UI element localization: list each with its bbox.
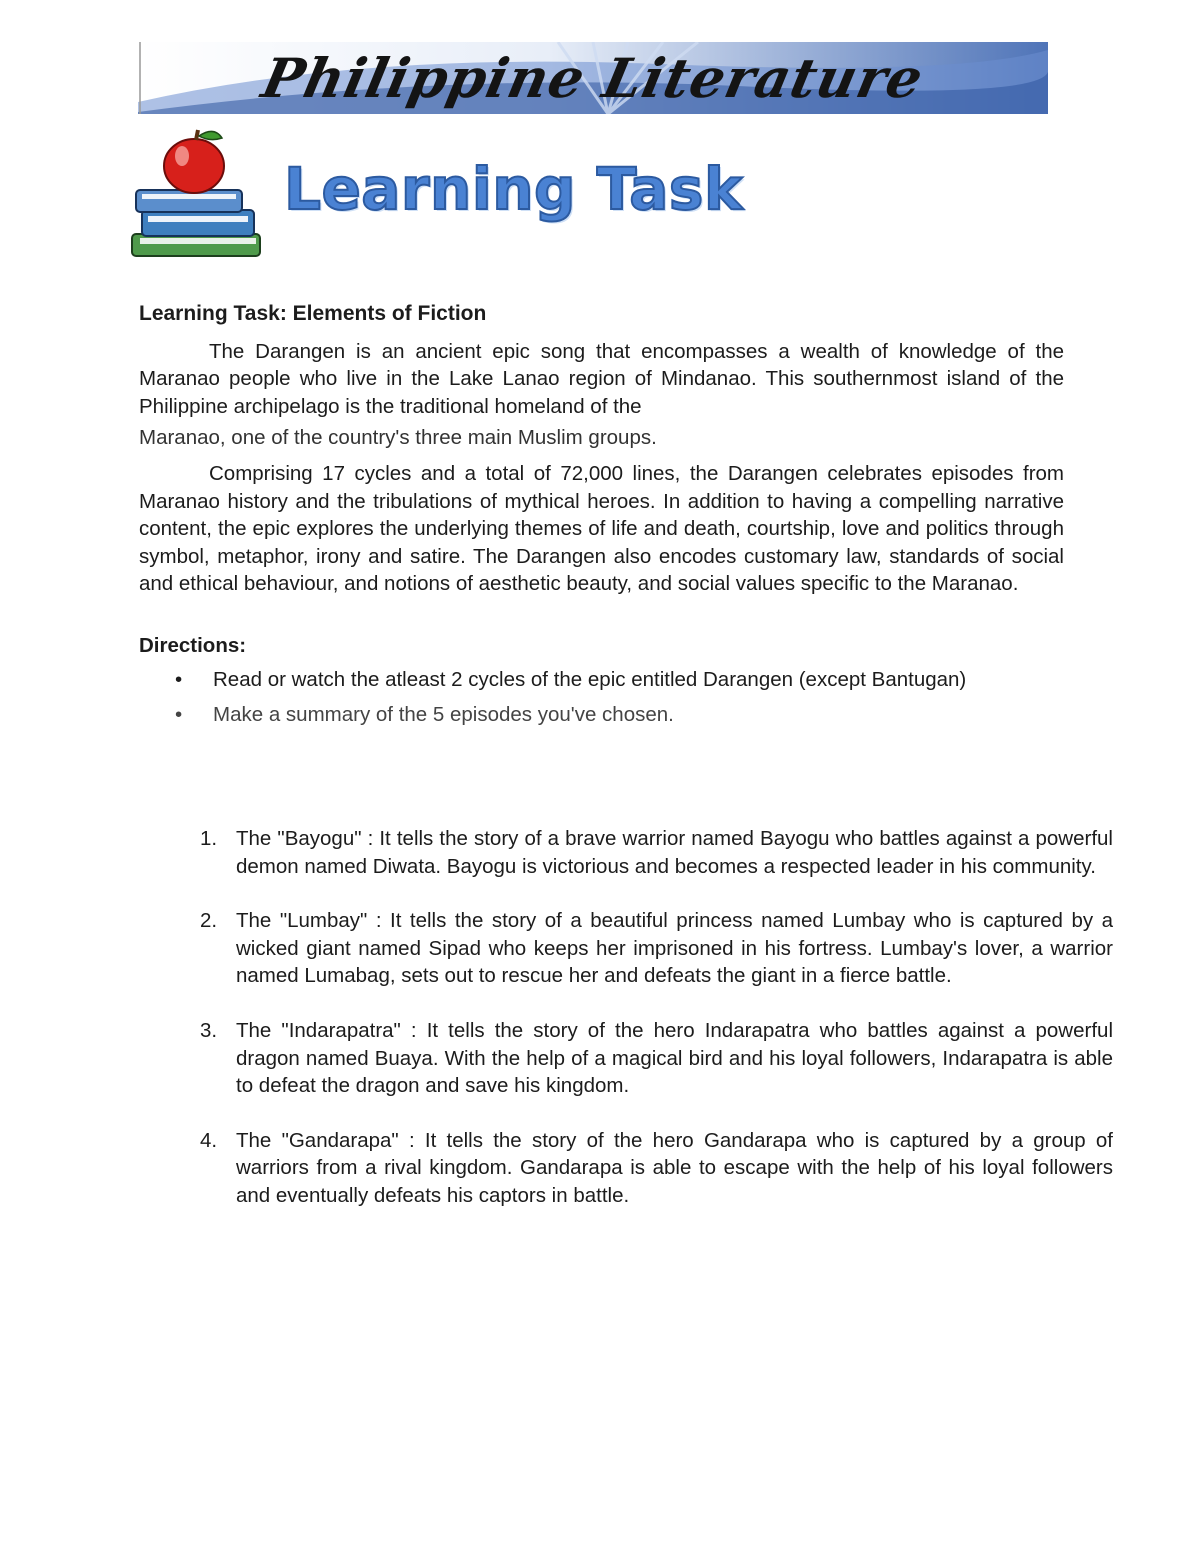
episodes-list — [200, 825, 1113, 1237]
list-item — [139, 666, 1064, 694]
directions-title: Directions: — [139, 633, 247, 657]
item-number: 4. — [200, 1128, 218, 1152]
banner-title: Philippine Literature — [256, 46, 930, 110]
description-paragraph: Comprising 17 cycles and a total of 72,000 lines, the Darangen celebrates episodes from Maranao history and the tribulations of mythical heroes. In addition to having a compelling narrative content, the epic explores the underlying themes of life and death, courtship, love and politics through symbol, metaphor, irony and satire. The Darangen also encodes customary law, standards of social and ethical behaviour, and notions of aesthetic beauty, and social values specific to the Maranao. — [139, 461, 1064, 596]
page-heading: Learning Task — [284, 155, 744, 223]
header-banner — [138, 42, 1048, 114]
episode-summary: The "Indarapatra" : It tells the story of the hero Indarapatra who battles against a powerful dragon named Buaya. With the help of a magical bird and his loyal followers, Indarapatra is able to defeat the dragon and save his kingdom. — [236, 1018, 1113, 1098]
episode-summary: The "Bayogu" : It tells the story of a brave warrior named Bayogu who battles against a powerful demon named Diwata. Bayogu is victorious and becomes a respected leader in his community. — [236, 827, 1113, 878]
direction-text: Make a summary of the 5 episodes you've chosen. — [213, 703, 674, 727]
direction-text: Read or watch the atleast 2 cycles of the epic entitled Darangen (except Bantugan) — [213, 667, 967, 691]
list-item — [200, 825, 1113, 880]
list-item — [200, 1017, 1113, 1100]
list-item — [139, 701, 1064, 729]
item-number: 1. — [200, 827, 218, 850]
directions-list — [139, 666, 1064, 729]
bullet-icon: • — [175, 667, 183, 691]
episode-summary: The "Gandarapa" : It tells the story of the hero Gandarapa who is captured by a group of warriors from a rival kingdom. Gandarapa is able to escape with the help of his loyal followers and eventually defeats his captors in battle. — [236, 1128, 1113, 1207]
section-title: Learning Task: Elements of Fiction — [139, 302, 487, 325]
intro-paragraph-continued: Maranao, one of the country's three main Muslim groups. — [139, 426, 657, 450]
intro-paragraph: The Darangen is an ancient epic song that encompasses a wealth of knowledge of the Maranao people who live in the Lake Lanao region of Mindanao. This southernmost island of the Philippine archipelago is the traditional homeland of the — [139, 339, 1064, 418]
list-item — [200, 907, 1113, 990]
apple-on-books-icon — [126, 126, 266, 266]
main-content — [139, 300, 1064, 737]
bullet-icon: • — [175, 703, 183, 727]
list-item — [200, 1127, 1113, 1210]
episode-summary: The "Lumbay" : It tells the story of a beautiful princess named Lumbay who is captured by a wicked giant named Sipad who keeps her imprisoned in his fortress. Lumbay's lover, a warrior named Lumabag, sets out to rescue her and defeats the giant in a fierce battle. — [236, 909, 1113, 988]
item-number: 3. — [200, 1018, 218, 1042]
item-number: 2. — [200, 909, 218, 933]
